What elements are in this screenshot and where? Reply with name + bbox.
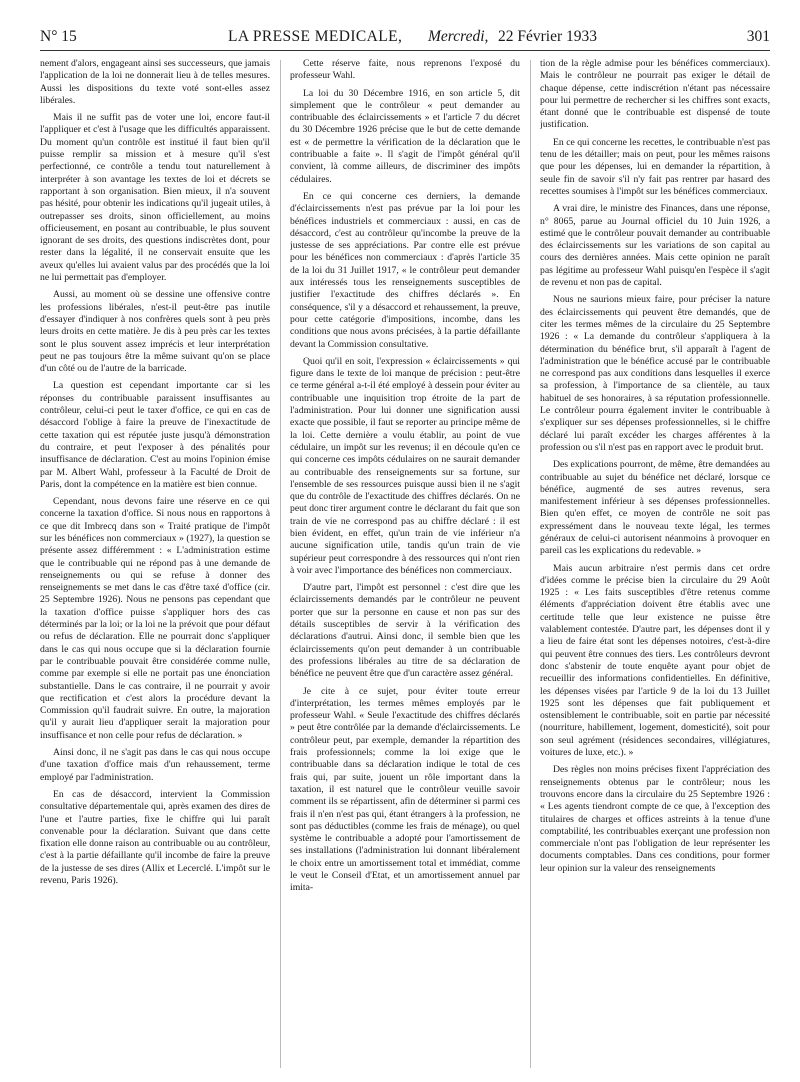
- paragraph: Mais aucun arbitraire n'est permis dans cet ordre d'idées comme le précise bien la circulaire du 29 Août 1925 : « Les faits susceptibles d'être retenus comme éléments d'appréciation doivent être établis avec une certitude telle que leur existence ne puisse être valablement contestée. D'autre part, les dépenses dont il y a lieu de faire état sont les dépenses notoires, c'est-à-dire qui peuvent être connues des tiers. Les contrôleurs devront donc s'abstenir de toute enquête ayant pour objet de recueillir des informations confidentielles. En définitive, les dépenses visées par l'article 9 de la loi du 13 Juillet 1925 sont les dépenses que fait publiquement et ostensiblement le contribuable, soit en partie par nécessité (nourriture, habillement, logement, domesticité), soit pour son seul agrément (résidences secondaires, villégiatures, voitures de luxe, etc.). »: [540, 562, 770, 759]
- paragraph: Cette réserve faite, nous reprenons l'exposé du professeur Wahl.: [290, 58, 520, 82]
- paragraph: D'autre part, l'impôt est personnel : c'est dire que les éclaircissements demandés par le contrôleur ne peuvent porter que sur la personne en cause et non pas sur des détails susceptibles de servir à la vérification des déclarations d'autrui. Ainsi donc, il semble bien que les éclaircissements qu'on peut demander à un contribuable des professions libérales au titre de sa déclaration de bénéfice ne peuvent être que d'un caractère assez général.: [290, 582, 520, 680]
- paragraph: En ce qui concerne ces derniers, la demande d'éclaircissements n'est pas prévue par la loi pour les bénéfices industriels et commerciaux : aussi, en cas de désaccord, c'est au contrôleur qu'incombe la preuve de la justesse de ses appréciations. Par contre elle est prévue pour les bénéfices non commerciaux : d'après l'article 35 de la loi du 31 Juillet 1917, « le contrôleur peut demander aux intéressés tous les renseignements susceptibles de justifier l'exactitude des chiffres déclarés ». En conséquence, s'il y a désaccord et rehaussement, la preuve, pour cette catégorie d'impositions, incombe, dans les conditions que nous avons précisées, à la partie défaillante devant la Commission consultative.: [290, 190, 520, 350]
- article-body: [40, 58, 770, 1070]
- paragraph: Mais il ne suffit pas de voter une loi, encore faut-il l'appliquer et c'est à l'usage que les difficultés apparaissent. Du moment qu'un contrôle est institué il faut bien qu'il puisse remplir sa mission et à mesure qu'il s'est perfectionné, ce contrôle a tendu tout naturellement à interpréter à son avantage les textes de loi et décrets se rapportant à son organisation. Bien mieux, il n'a souvent pas hésité, pour obtenir les indications qu'il jugeait utiles, à outrepasser ses droits, sinon officiellement, au moins officieusement, en posant au contribuable, le plus souvent ignorant de ses droits, des questions indiscrètes dont, pour rester dans la légalité, il ne conservait ensuite que les aveux qu'elles lui avaient valus par des procédés que la loi ne lui permettait pas d'employer.: [40, 112, 270, 284]
- page-header: [40, 28, 770, 50]
- paragraph: Quoi qu'il en soit, l'expression « éclaircissements » qui figure dans le texte de loi manque de précision : peut-être ce terme général a-t-il été employé à dessein pour éviter au contribuable une inquisition trop étroite de la part de l'administration. Pour lui donner une signification aussi exacte que possible, il faut se reporter au principe même de la loi. Cette dernière a voulu établir, au point de vue cédulaire, un impôt sur les revenus; il en découle qu'en ce qui concerne ces impôts cédulaires on ne saurait demander au contribuable des renseignements sur sa fortune, sur l'ensemble de ses ressources puisque aussi bien il ne s'agit que du contrôle de l'exactitude des chiffres déclarés. On ne peut donc tirer argument contre le déclarant du fait que son train de vie ne correspond pas au chiffre déclaré : il est bien évident, en effet, qu'un train de vie inférieur n'a aucune signification utile, tandis qu'un train de vie supérieur peut correspondre à des ressources qui n'ont rien à voir avec l'importance des bénéfices non commerciaux.: [290, 355, 520, 576]
- header-rule: [40, 50, 770, 51]
- issue-day: Mercredi,: [428, 28, 489, 45]
- paragraph: En cas de désaccord, intervient la Commission consultative départementale qui, après examen des dires de l'une et l'autre parties, fixe le chiffre qui lui paraît convenable pour la déclaration. Suivant que dans cette fixation elle donne raison au contribuable ou au contrôleur, c'est à la partie défaillante qu'il incombe de faire la preuve de la justesse de ses dires (Allix et Lecerclé. L'impôt sur le revenu, Paris 1926).: [40, 788, 270, 886]
- paragraph: Des explications pourront, de même, être demandées au contribuable au sujet du bénéfice net déclaré, lorsque ce bénéfice, augmenté de ses autres revenus, sera manifestement inférieur à ses dépenses professionnelles. Bien qu'en effet, ce moyen de contrôle ne soit pas expressément dans le nouveau texte légal, les termes généraux de celui-ci autorisent néanmoins à provoquer en pareil cas les explications du redevable. »: [540, 459, 770, 557]
- paragraph: Cependant, nous devons faire une réserve en ce qui concerne la taxation d'office. Si nous nous en rapportons à ce que dit Imbrecq dans son « Traité pratique de l'impôt sur les bénéfices non commerciaux » (1927), la question se présente assez différemment : « L'administration estime que le contribuable qui ne répond pas à une demande de renseignements ou qui se refuse à donner des renseignements se met dans le cas d'être taxé d'office (cir. 25 Septembre 1926). Nous ne pensons pas cependant que la taxation d'office puisse s'appliquer hors des cas déterminés par la loi; or la loi ne la prévoit que pour défaut ou refus de déclaration. Elle ne pourrait donc s'appliquer dans le cas qui nous occupe que si la déclaration fournie par le contribuable pouvait être considérée comme nulle, comme par exemple si elle ne portait pas une énonciation substantielle. Dans le cas contraire, il ne pourrait y avoir que rectification et c'est alors la procédure devant la Commission qu'il faudrait suivre. En outre, la majoration qu'il y aurait lieu d'appliquer serait la majoration pour insuffisance et non celle pour refus de déclaration. »: [40, 496, 270, 741]
- journal-title: LA PRESSE MEDICALE,: [228, 28, 403, 45]
- text-column-3: [540, 58, 770, 1070]
- text-column-1: [40, 58, 270, 1070]
- paragraph: Des règles non moins précises fixent l'appréciation des renseignements obtenus par le contrôleur; nous les trouvons encore dans la circulaire du 25 Septembre 1926 : « Les agents tiendront compte de ce que, à l'exception des titulaires de charges et offices astreints à la tenue d'une comptabilité, les contribuables exerçant une profession non commerciale n'ont pas l'obligation de leur représenter les documents comptables. Dans ces conditions, pour former leur opinion sur la valeur des renseignements: [540, 764, 770, 874]
- paragraph: A vrai dire, le ministre des Finances, dans une réponse, n° 8065, parue au Journal officiel du 10 Juin 1926, a estimé que le contrôleur pouvait demander au contribuable des éclaircissements sur les variations de son capital au cours des dernières années. Mais cette opinion ne paraît pas légitime au professeur Wahl puisqu'en l'espèce il s'agit de revenu et non pas de capital.: [540, 203, 770, 289]
- paragraph: Ainsi donc, il ne s'agit pas dans le cas qui nous occupe d'une taxation d'office mais d'un rehaussement, terme employé par l'administration.: [40, 747, 270, 783]
- paragraph: tion de la règle admise pour les bénéfices commerciaux). Mais le contrôleur ne pourrait pas exiger le détail de chaque dépense, cette indiscrétion n'étant pas nécessaire pour lui permettre de rechercher si les chiffres sont exacts, étant donné que le contribuable est dispensé de toute justification.: [540, 58, 770, 131]
- paragraph: Nous ne saurions mieux faire, pour préciser la nature des éclaircissements qui peuvent être demandés, que de citer les termes mêmes de la circulaire du 25 Septembre 1926 : « La demande du contrôleur s'appliquera à la détermination du bénéfice brut, s'il apparaît à l'agent de l'administration que le bénéfice accusé par le contribuable ne correspond pas aux conditions dans lesquelles il exerce sa profession, à l'importance de sa clientèle, au taux habituel de ses honoraires, à sa réputation professionnelle. Le contrôleur pourra également inviter le contribuable à s'expliquer sur ses dépenses professionnelles, si le chiffre déclaré lui paraît excéder les charges afférentes à la profession ou s'il n'est pas en rapport avec le produit brut.: [540, 294, 770, 453]
- paragraph: nement d'alors, engageant ainsi ses successeurs, que jamais l'application de la loi ne donnerait lieu à de telles mesures. Aussi les dispositions du texte voté sont-elles assez libérales.: [40, 58, 270, 106]
- paragraph: La loi du 30 Décembre 1916, en son article 5, dit simplement que le contrôleur « peut demander au contribuable des éclaircissements » et l'article 7 du décret du 30 Décembre 1926 précise que le but de cette demande est « de permettre la vérification de la déclaration que le contribuable a faite ». Il s'agit de l'impôt général qu'il convient, là comme ailleurs, de discriminer des impôts cédulaires.: [290, 87, 520, 185]
- paragraph: En ce qui concerne les recettes, le contribuable n'est pas tenu de les détailler; mais on peut, pour les mêmes raisons que pour les dépenses, lui en demander la répartition, à seule fin de savoir s'il n'y fait pas rentrer par hasard des recettes soumises à l'impôt sur les bénéfices commerciaux.: [540, 136, 770, 197]
- paragraph: La question est cependant importante car si les réponses du contribuable paraissent insuffisantes au contrôleur, celui-ci peut le taxer d'office, ce qui en cas de désaccord l'oblige à faire la preuve de l'inexactitude de cette taxation qui est réputée juste jusqu'à démonstration du contraire, et peut l'exposer à des pénalités pour insuffisance de déclaration. C'est au moins l'opinion émise par M. Albert Wahl, professeur à la Faculté de Droit de Paris, dont la compétence en la matière est bien connue.: [40, 380, 270, 490]
- page-number: 301: [746, 28, 770, 45]
- issue-date: 22 Février 1933: [498, 28, 598, 45]
- paragraph: Je cite à ce sujet, pour éviter toute erreur d'interprétation, les termes mêmes employés par le professeur Wahl. « Seule l'exactitude des chiffres déclarés » peut être contrôlée par la demande d'éclaircissements. Le contrôleur peut, par exemple, demander la répartition des frais professionnels; comme la loi exige que le contribuable dans sa déclaration indique le total de ces frais qui, par suite, jouent un rôle important dans la taxation, il est naturel que le contrôleur veuille savoir comment ils se répartissent, afin de déterminer si parmi ces frais il n'en n'est pas qui, étant étrangers à la profession, ne sont pas déductibles (comme les frais de ménage), ou quel système le contribuable a adopté pour l'amortissement de ses installations (l'administration lui donnant libéralement le choix entre un amortissement total et immédiat, comme le veut le Conseil d'Etat, et un amortissement annuel par imita-: [290, 685, 520, 894]
- text-column-2: [290, 58, 520, 1070]
- paragraph: Aussi, au moment où se dessine une offensive contre les professions libérales, n'est-il peut-être pas inutile d'essayer d'indiquer à nos confrères quels sont à peu près leurs droits en cette matière. Je dis à peu près car les textes sont le plus souvent assez imprécis et leur interprétation peut ne pas toujours être la même suivant qu'on se place d'un côté ou de l'autre de la barricade.: [40, 289, 270, 375]
- issue-number: N° 15: [40, 28, 77, 45]
